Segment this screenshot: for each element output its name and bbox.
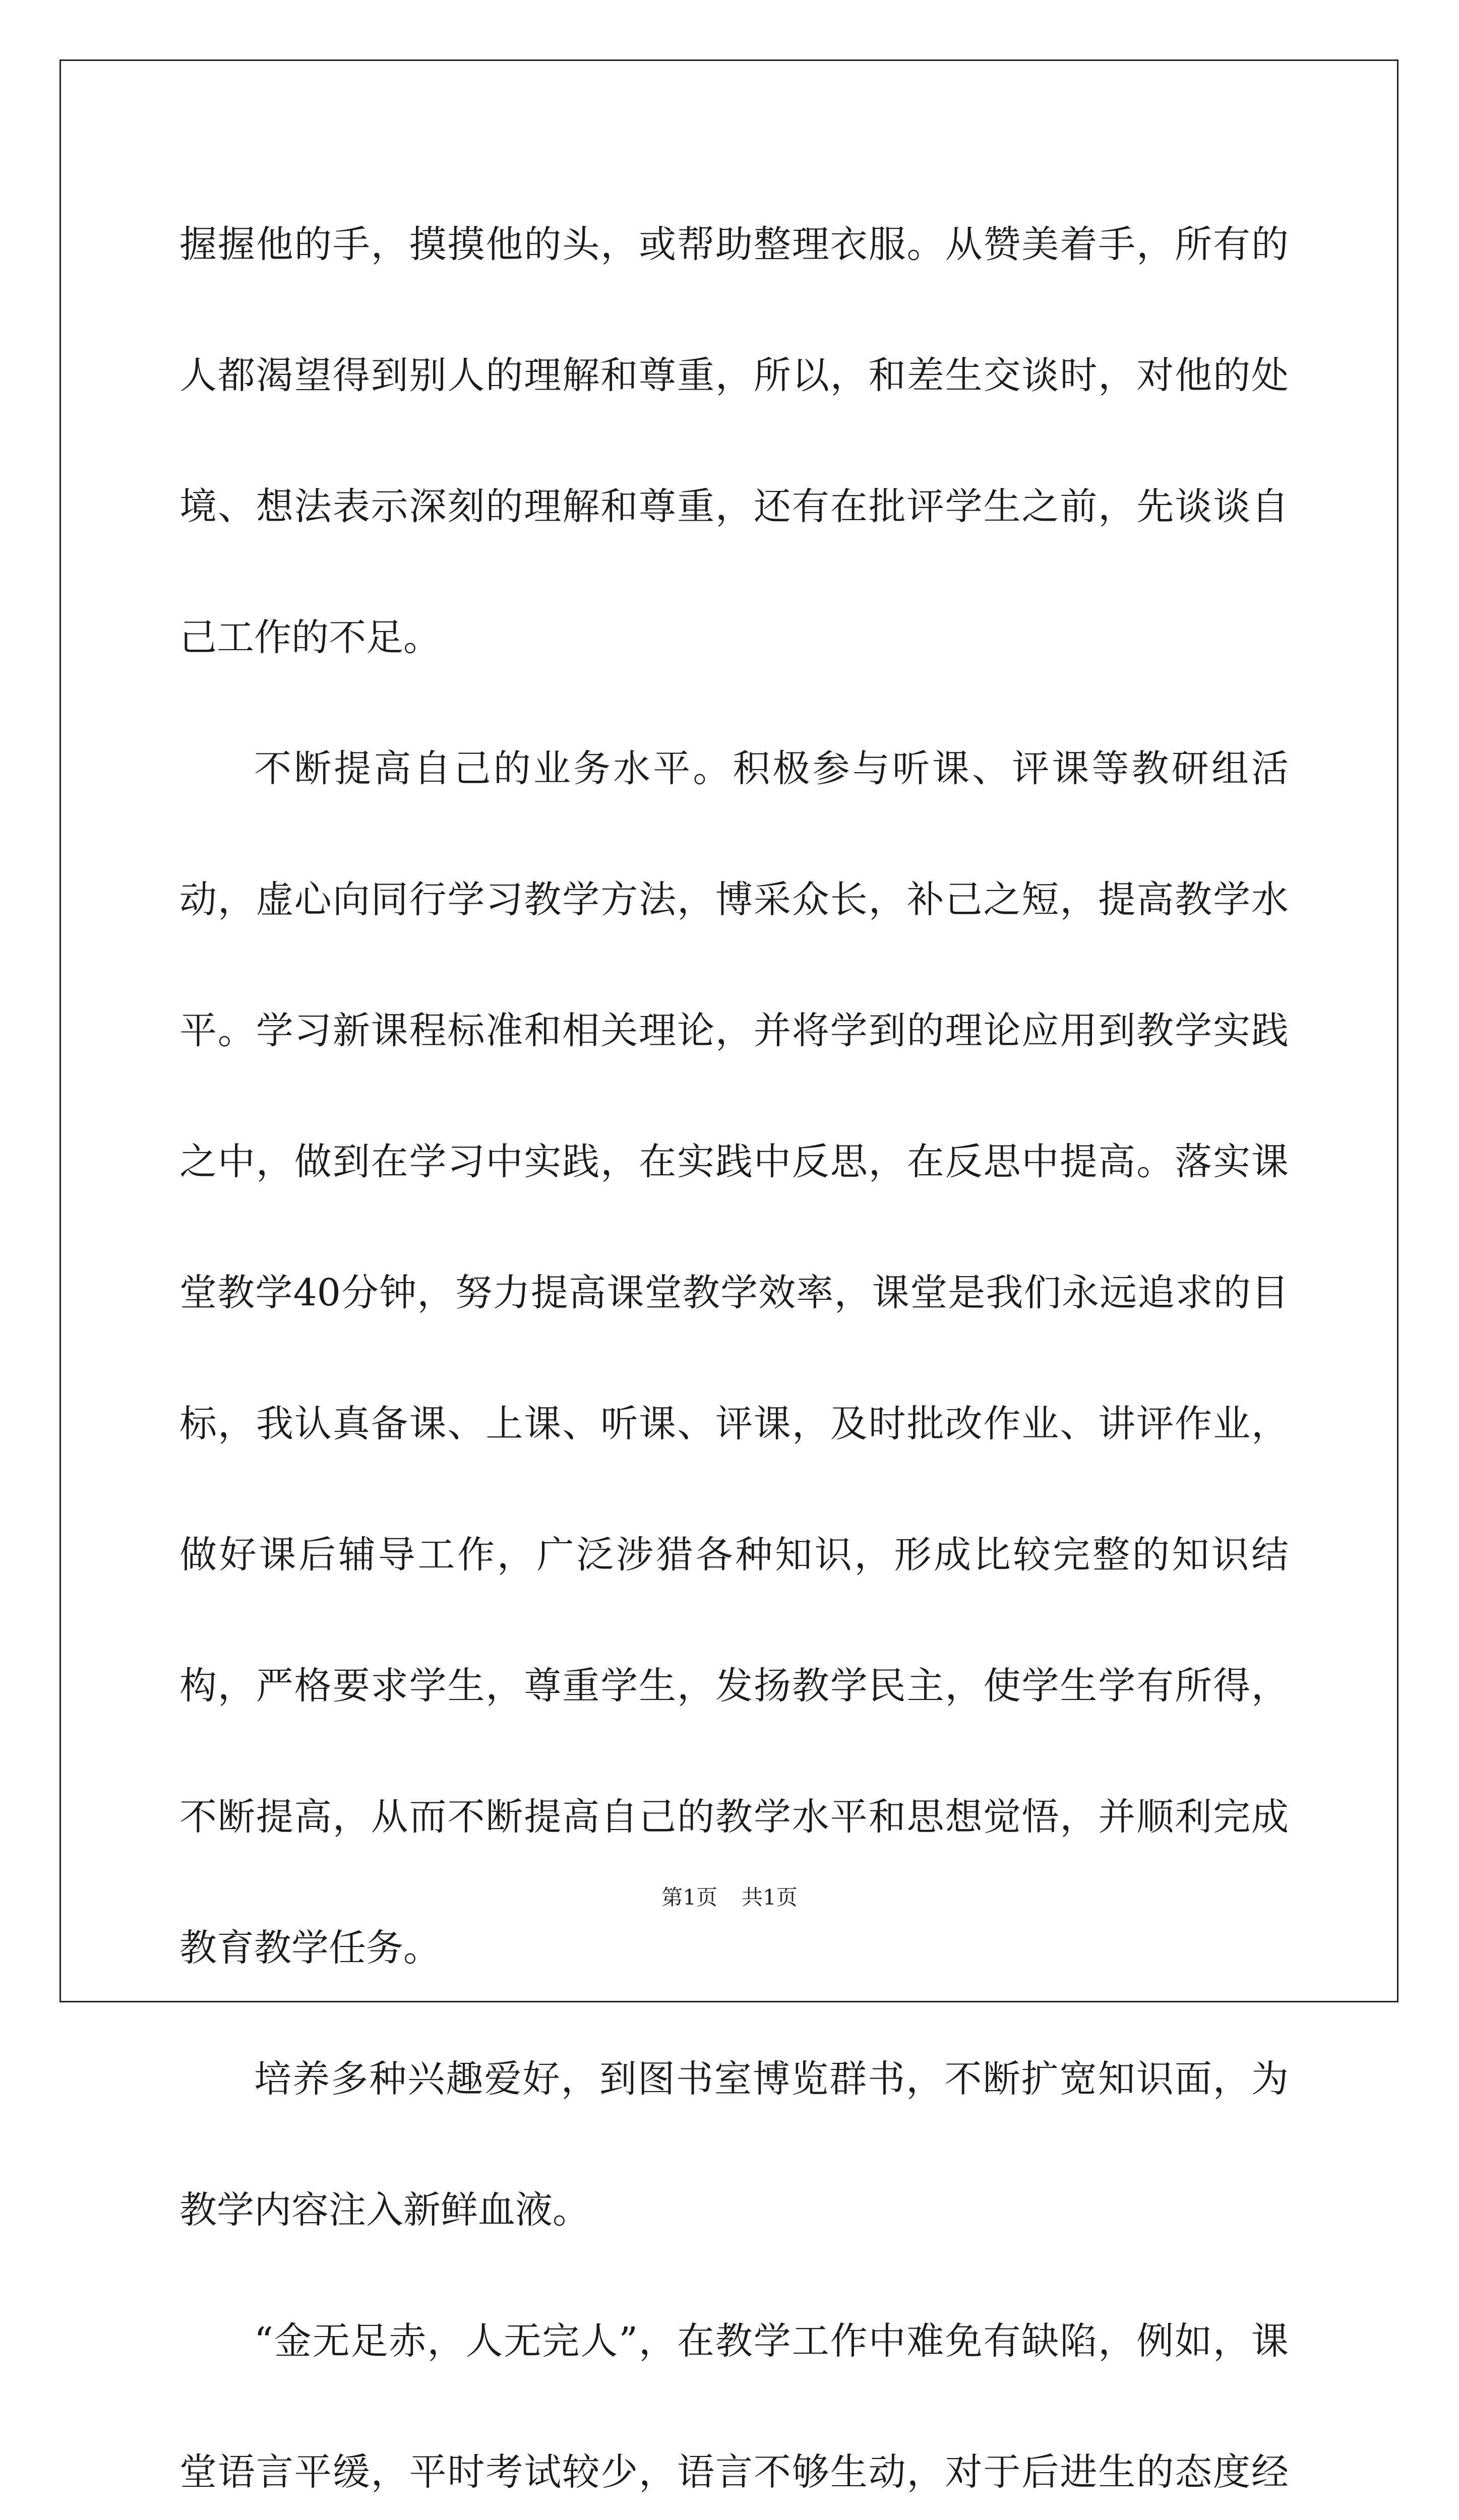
document-body	[179, 179, 1289, 2520]
paragraph-1: 握握他的手，摸摸他的头，或帮助整理衣服。从赞美着手，所有的人都渴望得到别人的理解和尊重，所以，和差生交谈时，对他的处境、想法表示深刻的理解和尊重，还有在批评学生之前，先谈谈自己工作的不足。	[179, 223, 1289, 659]
paragraph-4: “金无足赤，人无完人”，在教学工作中难免有缺陷，例如，课堂语言平缓，平时考试较少，语言不够生动，对于后进生的态度经	[179, 2319, 1289, 2494]
page-footer	[0, 1882, 1459, 1913]
page-number-total: 共1页	[742, 1885, 798, 1910]
paragraph-3: 培养多种兴趣爱好，到图书室博览群书，不断扩宽知识面，为教学内容注入新鲜血液。	[179, 2057, 1289, 2232]
page-number-current: 第1页	[661, 1885, 717, 1910]
paragraph-2: 不断提高自己的业务水平。积极参与听课、评课等教研组活动，虚心向同行学习教学方法，博采众长，补己之短，提高教学水平。学习新课程标准和相关理论，并将学到的理论应用到教学实践之中，做到在学习中实践，在实践中反思，在反思中提高。落实课堂教学40分钟，努力提高课堂教学效率，课堂是我们永远追求的目标，我认真备课、上课、听课、评课，及时批改作业、讲评作业，做好课后辅导工作，广泛涉猎各种知识，形成比较完整的知识结构，严格要求学生，尊重学生，发扬教学民主，使学生学有所得，不断提高，从而不断提高自己的教学水平和思想觉悟，并顺利完成教育教学任务。	[179, 747, 1289, 1970]
